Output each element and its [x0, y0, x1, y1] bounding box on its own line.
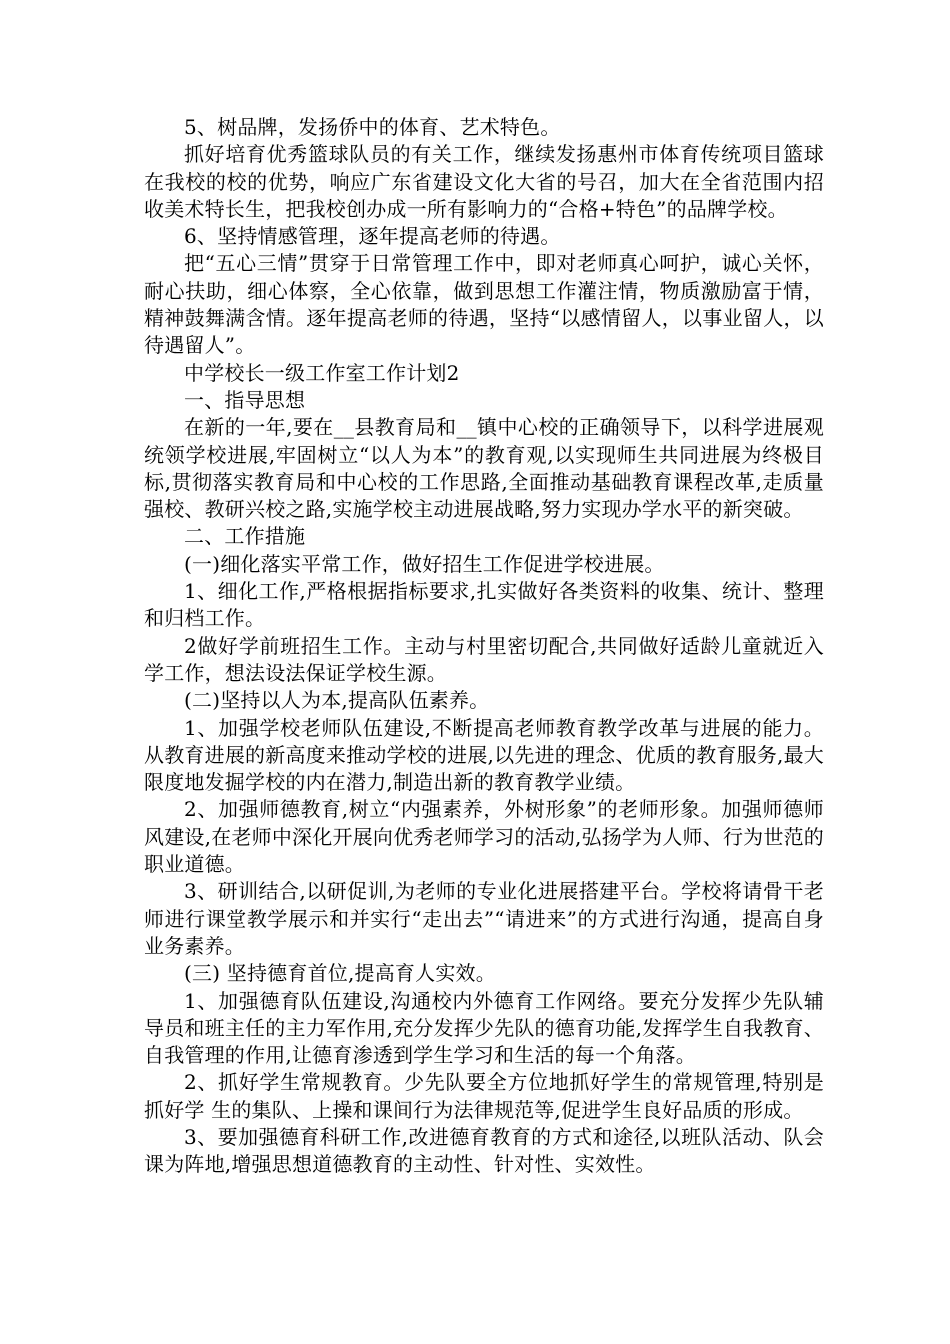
subheading-people-oriented: (二)坚持以人为本,提高队伍素养。 — [184, 688, 490, 713]
heading-guiding-thought: 一、指导思想 — [184, 387, 306, 412]
paragraph-teacher-ethics: 2、加强师德教育,树立“内强素养，外树形象”的老师形象。加强师德师风建设,在老师中深化开展向优秀老师学习的活动,弘扬学为人师、行为世范的职业道德。 — [144, 797, 824, 877]
paragraph-guiding-thought: 在新的一年,要在__县教育局和__镇中心校的正确领导下，以科学进展观统领学校进展,牢固树立“以人为本”的教育观,以实现师生共同进展为终极目标,贯彻落实教育局和中心校的工作思路,全面推动基础教育课程改革,走质量强校、教研兴校之路,实施学校主动进展战略,努力实现办学水平的新突破。 — [144, 415, 824, 522]
heading-work-measures: 二、工作措施 — [184, 524, 306, 549]
subheading-routine-work: (一)细化落实平常工作，做好招生工作促进学校进展。 — [184, 551, 665, 576]
paragraph-teacher-team: 1、加强学校老师队伍建设,不断提高老师教育教学改革与进展的能力。从教育进展的新高度来推动学校的进展,以先进的理念、优质的教育服务,最大限度地发掘学校的内在潜力,制造出新的教育教学业绩。 — [144, 715, 824, 795]
paragraph-moral-team: 1、加强德育队伍建设,沟通校内外德育工作网络。要充分发挥少先队辅导员和班主任的主力军作用,充分发挥少先队的德育功能,发挥学生自我教育、自我管理的作用,让德育渗透到学生学习和生活的每一个角落。 — [144, 988, 824, 1068]
paragraph-item-5-brand: 5、树品牌，发扬侨中的体育、艺术特色。 — [184, 115, 561, 139]
paragraph-preschool-enrollment: 2做好学前班招生工作。主动与村里密切配合,共同做好适龄儿童就近入学工作，想法设法保证学校生源。 — [144, 633, 824, 685]
paragraph-research-training: 3、研训结合,以研促训,为老师的专业化进展搭建平台。学校将请骨干老师进行课堂教学展示和并实行“走出去”“请进来”的方式进行沟通，提高自身业务素养。 — [144, 879, 824, 958]
paragraph-basketball: 抓好培育优秀篮球队员的有关工作，继续发扬惠州市体育传统项目篮球在我校的校的优势，响应广东省建设文化大省的号召，加大在全省范围内招收美术特长生，把我校创办成一所有影响力的“合格+特色”的品牌学校。 — [144, 142, 824, 221]
paragraph-moral-research: 3、要加强德育科研工作,改进德育教育的方式和途径,以班队活动、队会课为阵地,增强思想道德教育的主动性、针对性、实效性。 — [144, 1124, 824, 1177]
subheading-moral-education: (三) 坚持德育首位,提高育人实效。 — [184, 961, 496, 986]
paragraph-refine-work: 1、细化工作,严格根据指标要求,扎实做好各类资料的收集、统计、整理和归档工作。 — [144, 579, 824, 631]
section-title-plan-2: 中学校长一级工作室工作计划2 — [184, 360, 460, 385]
paragraph-student-routine: 2、抓好学生常规教育。少先队要全方位地抓好学生的常规管理,特别是抓好学 生的集队、上操和课间行为法律规范等,促进学生良好品质的形成。 — [144, 1070, 824, 1122]
document-body — [144, 114, 824, 1179]
paragraph-item-6-emotion: 6、坚持情感管理，逐年提高老师的待遇。 — [184, 224, 561, 249]
paragraph-five-hearts: 把“五心三情”贯穿于日常管理工作中，即对老师真心呵护，诚心关怀，耐心扶助，细心体察，全心依靠，做到思想工作灌注情，物质激励富于情，精神鼓舞满含情。逐年提高老师的待遇，坚持“以感情留人，以事业留人，以待遇留人”。 — [144, 251, 824, 358]
